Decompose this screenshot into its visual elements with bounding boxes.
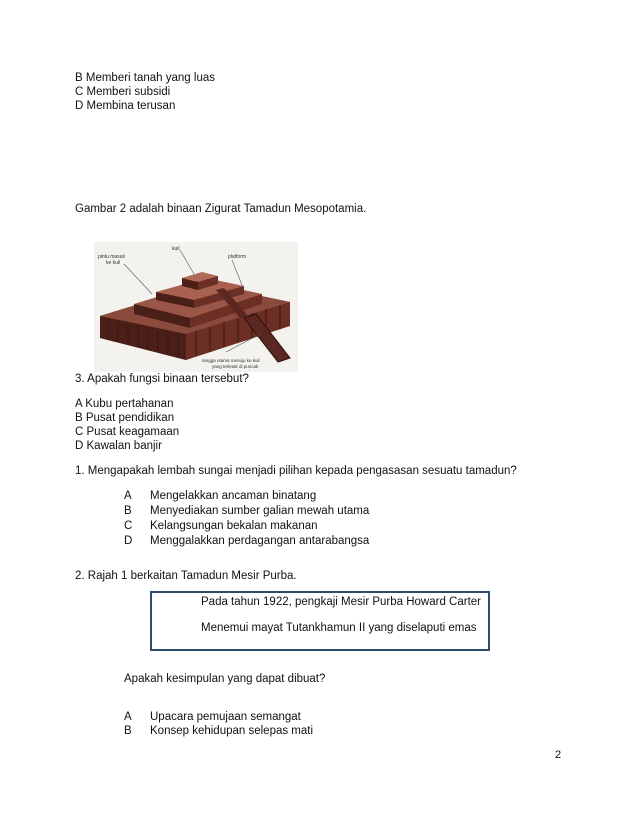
box-line: Menemui mayat Tutankhamun II yang diselaputi emas: [201, 622, 477, 634]
option-text: Kelangsungan bekalan makanan: [150, 520, 318, 532]
figure-caption: Gambar 2 adalah binaan Zigurat Tamadun Mesopotamia.: [75, 203, 367, 215]
label-platform: platform: [228, 254, 247, 260]
option-letter: B: [124, 725, 132, 737]
option-line: D Membina terusan: [75, 100, 176, 112]
option-text: Menggalakkan perdagangan antarabangsa: [150, 535, 370, 547]
option-line: B Pusat pendidikan: [75, 412, 175, 424]
question-1: 1. Mengapakah lembah sungai menjadi pilihan kepada pengasasan sesuatu tamadun?: [75, 465, 517, 477]
option-text: Konsep kehidupan selepas mati: [150, 725, 314, 737]
option-line: A Kubu pertahanan: [75, 398, 174, 410]
box-line: Pada tahun 1922, pengkaji Mesir Purba Howard Carter: [201, 596, 481, 608]
option-line: B Memberi tanah yang luas: [75, 72, 215, 84]
option-text: Mengelakkan ancaman binatang: [150, 490, 317, 502]
label-kuil: kuil: [172, 246, 180, 252]
option-letter: A: [124, 490, 132, 502]
page-number: 2: [555, 749, 562, 761]
question-prompt: Apakah kesimpulan yang dapat dibuat?: [124, 673, 326, 685]
option-letter: D: [124, 535, 133, 547]
question-3: 3. Apakah fungsi binaan tersebut?: [75, 373, 249, 385]
option-line: C Memberi subsidi: [75, 86, 171, 98]
label-tangga: tangga utama menuju ke kuil: [202, 358, 260, 363]
option-line: D Kawalan banjir: [75, 440, 162, 452]
label-pintu-masuk: pintu masuk: [98, 254, 125, 260]
option-text: Menyediakan sumber galian mewah utama: [150, 505, 370, 517]
ziggurat-figure: [94, 242, 298, 372]
label-ke-kuil: ke kuil: [106, 260, 121, 266]
question-2: 2. Rajah 1 berkaitan Tamadun Mesir Purba.: [75, 570, 297, 582]
option-letter: C: [124, 520, 133, 532]
label-tangga-2: yang terletak di puncak: [212, 364, 259, 369]
option-text: Upacara pemujaan semangat: [150, 711, 301, 723]
option-letter: B: [124, 505, 132, 517]
ziggurat-illustration: [94, 242, 298, 372]
option-line: C Pusat keagamaan: [75, 426, 180, 438]
option-letter: A: [124, 711, 132, 723]
